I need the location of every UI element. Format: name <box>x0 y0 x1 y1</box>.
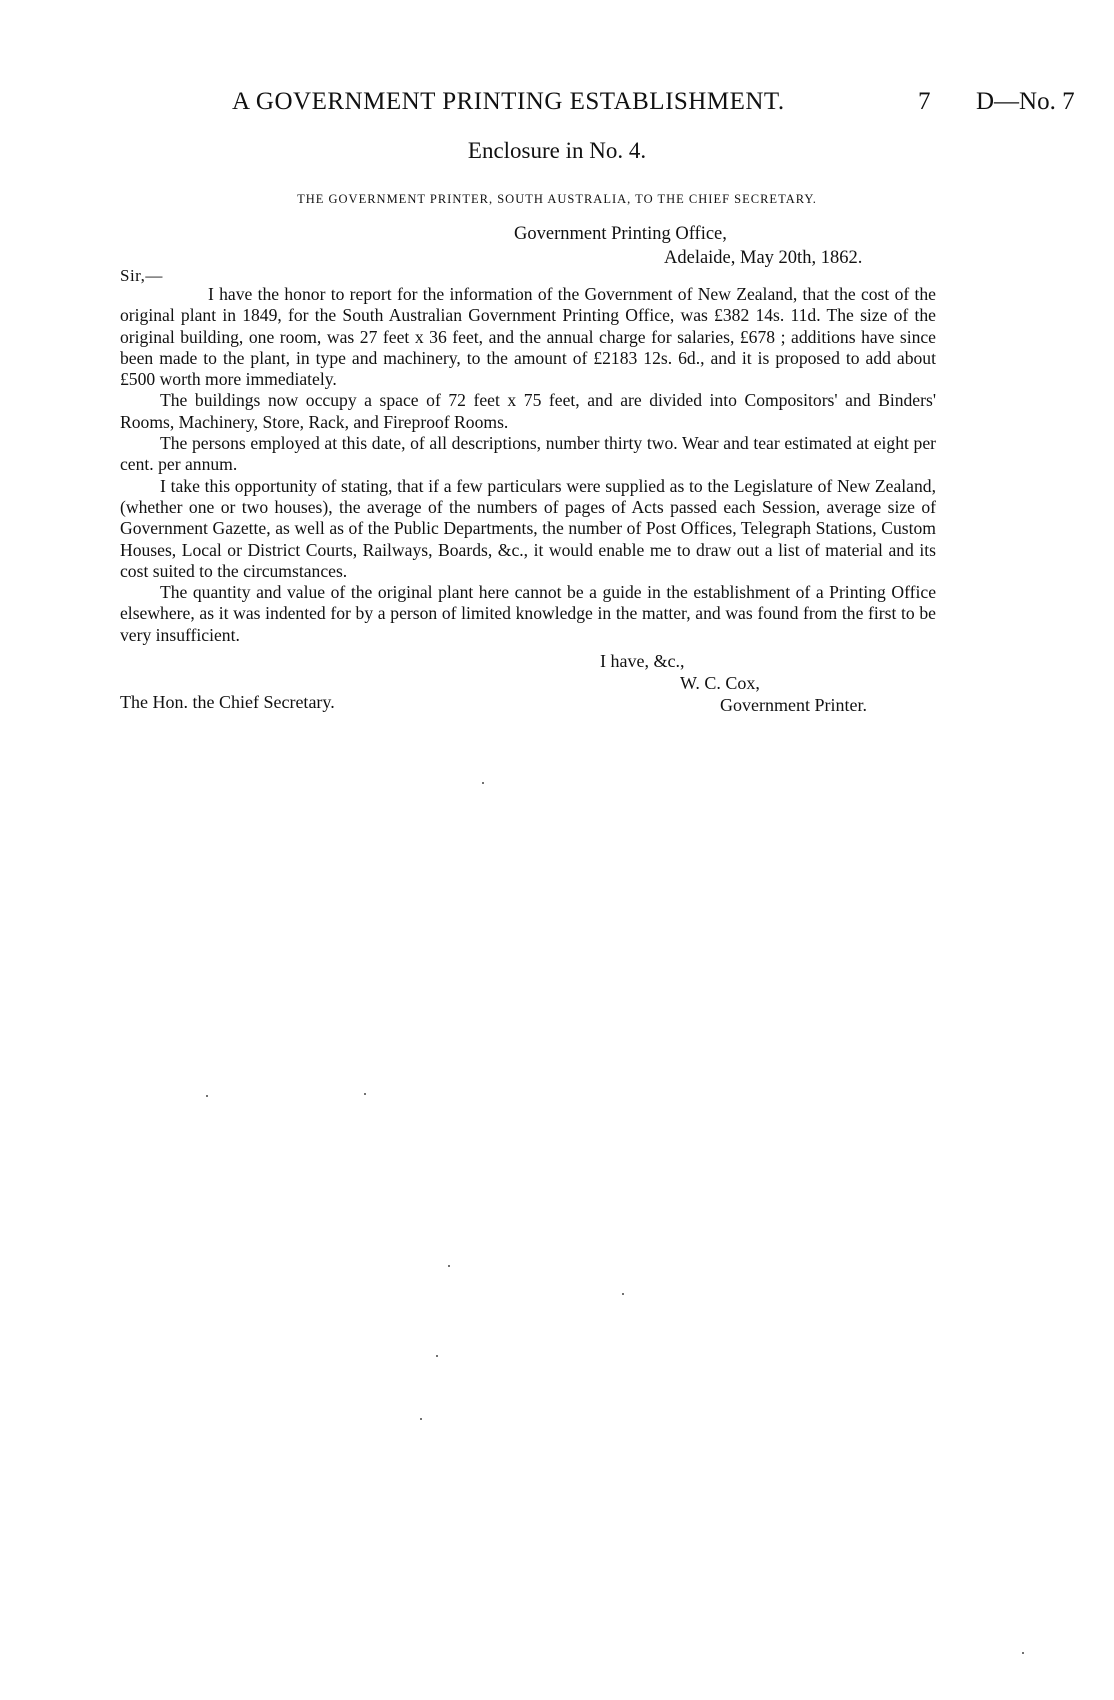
letter-closing <box>600 650 867 716</box>
address-line-office: Government Printing Office, <box>514 224 727 244</box>
document-number: D—No. 7 <box>976 88 1075 115</box>
enclosure-title: Enclosure in No. 4. <box>467 138 647 163</box>
letter-body <box>120 284 936 646</box>
scan-speck <box>364 1093 366 1095</box>
salutation: Sir,— <box>120 266 163 285</box>
letter-heading: THE GOVERNMENT PRINTER, SOUTH AUSTRALIA, TO THE CHIEF SECRETARY. <box>297 192 817 206</box>
signature-title: Government Printer. <box>720 695 867 715</box>
scan-speck <box>420 1418 422 1420</box>
page-number: 7 <box>918 88 931 115</box>
scan-speck <box>206 1095 208 1097</box>
paragraph-buildings: The buildings now occupy a space of 72 feet x 75 feet, and are divided into Compositors' and Binders' Rooms, Machinery, Store, Rack, and Fireproof Rooms. <box>120 390 936 432</box>
addressee: The Hon. the Chief Secretary. <box>120 692 335 712</box>
paragraph-plant-cost: I have the honor to report for the information of the Government of New Zealand, that the cost of the original plant in 1849, for the South Australian Government Printing Office, was £382 14s. 11d. The size of the original building, one room, was 27 feet x 36 feet, and the annual charge for salaries, £678 ; additions have since been made to the plant, in type and machinery, to the amount of £2183 12s. 6d., and it is proposed to add about £500 worth more immediately. <box>120 284 936 390</box>
scan-speck <box>482 782 484 784</box>
paragraph-original-plant: The quantity and value of the original plant here cannot be a guide in the establishment of a Printing Office elsewhere, as it was indented for by a person of limited knowledge in the matter, and was found from the first to be very insufficient. <box>120 582 936 645</box>
running-title: A GOVERNMENT PRINTING ESTABLISHMENT. <box>232 88 785 115</box>
scan-speck <box>1022 1652 1024 1654</box>
sender-address <box>514 222 862 270</box>
paragraph-persons-employed: The persons employed at this date, of all descriptions, number thirty two. Wear and tear estimated at eight per cent. per annum. <box>120 433 936 475</box>
address-line-place-date: Adelaide, May 20th, 1862. <box>664 248 863 268</box>
signature-name: W. C. Cox, <box>680 673 760 693</box>
scan-speck <box>436 1355 438 1357</box>
scan-speck <box>448 1265 450 1267</box>
paragraph-particulars: I take this opportunity of stating, that if a few particulars were supplied as to the Legislature of New Zealand, (whether one or two houses), the average of the numbers of pages of Acts passed each Session, average size of Government Gazette, as well as of the Public Departments, the number of Post Offices, Telegraph Stations, Custom Houses, Local or District Courts, Railways, Boards, &c., it would enable me to draw out a list of material and its cost suited to the circumstances. <box>120 475 936 581</box>
scan-speck <box>622 1293 624 1295</box>
closing-formula: I have, &c., <box>600 651 685 671</box>
